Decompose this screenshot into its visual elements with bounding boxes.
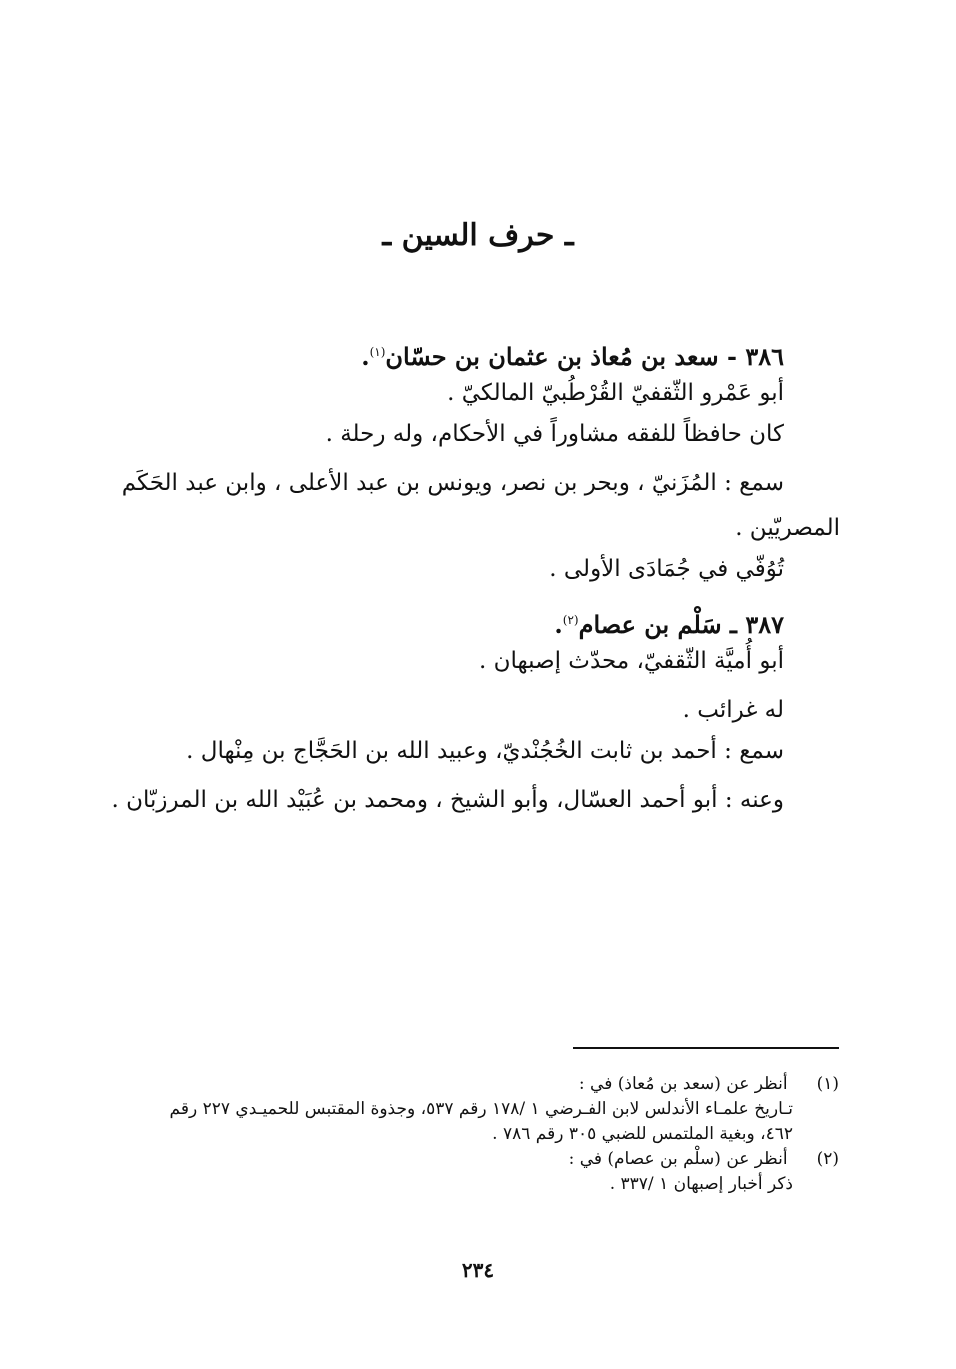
entry-line-heard-from: سمع : المُزَنيّ ، وبحر بن نصر، ويونس بن عبد الأعلى ، وابن عبد الحَكَم (121, 470, 784, 496)
footnote-line: ٤٦٢، وبغية الملتمس للضبي ٣٠٥ رقم ٧٨٦ . (492, 1124, 793, 1144)
entry-line-description: كان حافظاً للفقه مشاوراً في الأحكام، وله رحلة . (325, 421, 784, 447)
entry-line-remark: له غرائب . (682, 697, 784, 723)
entry-end: . (361, 342, 370, 371)
footnote-number: (١) (816, 1074, 839, 1094)
entry-separator: ـ (721, 610, 746, 639)
entry-line-kunya: أبو عَمْرو الثّقفيّ القُرْطُبيّ المالكيّ . (447, 380, 784, 406)
biography-entry-386-death (84, 549, 784, 590)
biography-entry-386 (84, 332, 784, 504)
footnote-line: أنظر عن (سعد بن مُعاذ) في : (578, 1074, 788, 1094)
chapter-title: ـ حرف السين ـ (382, 218, 574, 253)
entry-line-heard-from-continued: المصريّين . (735, 515, 840, 541)
biography-entry-387 (84, 600, 784, 821)
entry-end: . (554, 610, 563, 639)
page-number: ٢٣٤ (461, 1258, 495, 1282)
entry-line-death: تُوُفّي في جُمَادَى الأولى . (549, 556, 784, 582)
footnote-separator-rule (573, 1047, 839, 1049)
entry-heading (84, 600, 784, 641)
footnote-reference: (٢) (562, 613, 579, 627)
footnote-1 (109, 1072, 839, 1097)
footnote-reference: (١) (369, 345, 386, 359)
entry-line-heard-from: سمع : أحمد بن ثابت الخُجُنْديّ، وعبيد الله بن الحَجَّاج بن مِنْهال . (186, 738, 784, 764)
footnote-line: ذكر أخبار إصبهان ١ /٣٣٧ . (609, 1174, 793, 1194)
footnotes (109, 1072, 839, 1197)
entry-name: سعد بن مُعاذ بن عثمان بن حسّان (385, 342, 719, 371)
entry-name: سَلْم بن عصام (578, 610, 722, 639)
entry-number: ٣٨٧ (745, 610, 784, 639)
footnote-number: (٢) (816, 1149, 839, 1169)
entry-number: ٣٨٦ (745, 342, 784, 371)
footnote-line: تـاريخ علمـاء الأندلس لابن الفـرضي ١ /١٧٨ رقم ٥٣٧، وجذوة المقتبس للحميـدي ٢٢٧ رقم (169, 1099, 793, 1119)
entry-line-narrators: وعنه : أبو أحمد العسّال، وأبو الشيخ ، ومحمد بن عُبَيْد الله بن المرزبّان . (111, 787, 784, 813)
entry-heading (84, 332, 784, 373)
entry-line-kunya: أبو أُميَّة الثّقفيّ، محدّث إصبهان . (479, 648, 784, 674)
entry-separator: - (718, 342, 746, 371)
footnote-line: أنظر عن (سلْم بن عصام) في : (568, 1149, 788, 1169)
footnote-2 (109, 1147, 839, 1172)
